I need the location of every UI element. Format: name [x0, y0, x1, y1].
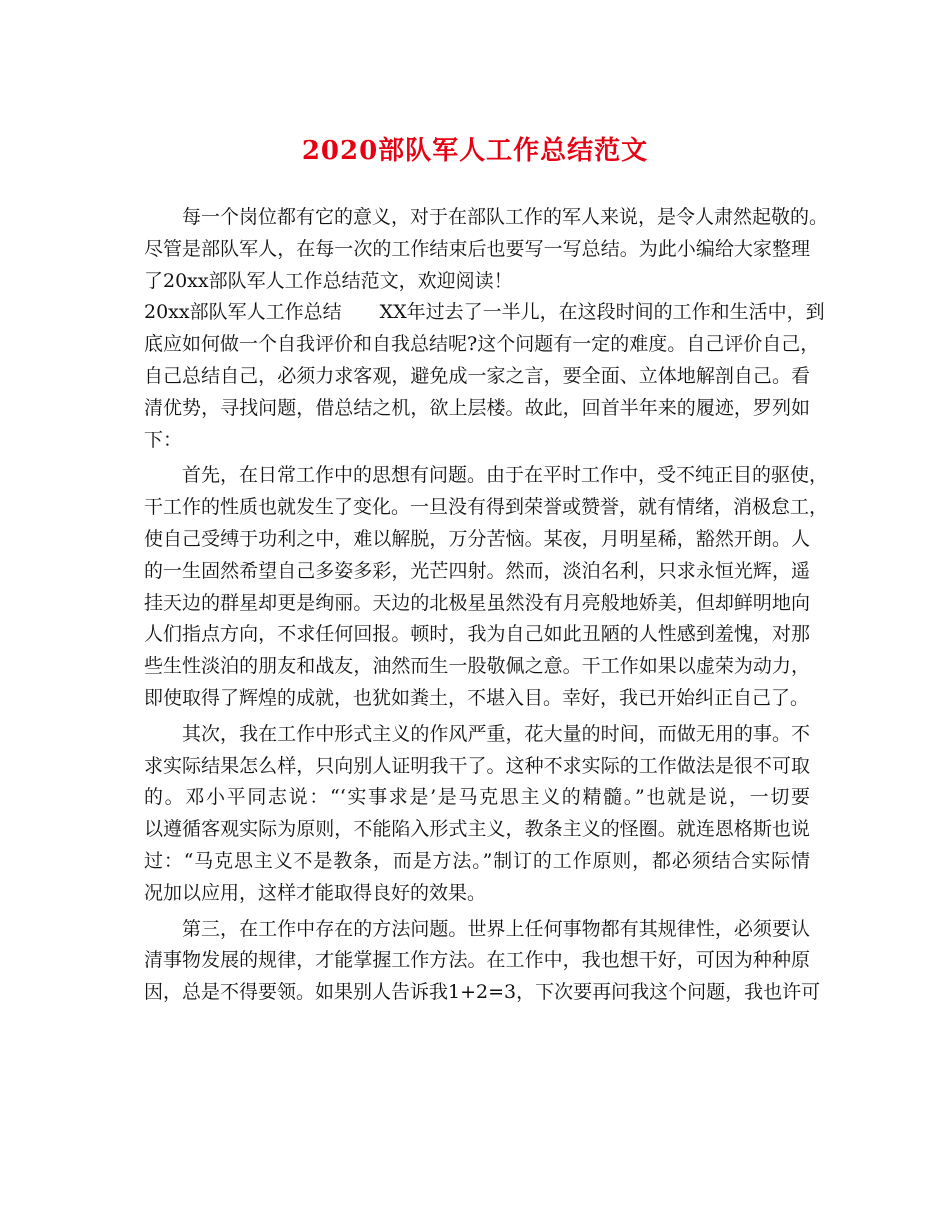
text-line: 干工作的性质也就发生了变化。一旦没有得到荣誉或赞誉，就有情绪，消极怠工，: [144, 496, 829, 519]
text-line: 的。邓小平同志说：“‘实事求是’是马克思主义的精髓。”也就是说，一切要: [144, 786, 810, 809]
text-line: 挂天边的群星却更是绚丽。天边的北极星虽然没有月亮般地娇美，但却鲜明地向: [144, 591, 810, 614]
text-line: 第三，在工作中存在的方法问题。世界上任何事物都有其规律性，必须要认: [182, 917, 810, 940]
text-line: 首先，在日常工作中的思想有问题。由于在平时工作中，受不纯正目的驱使，: [182, 464, 829, 487]
text-line: 清事物发展的规律，才能掌握工作方法。在工作中，我也想干好，可因为种种原: [144, 949, 810, 972]
text-line: 20xx部队军人工作总结 XX年过去了一半儿，在这段时间的工作和生活中，到: [144, 301, 825, 324]
text-line: 况加以应用，这样才能取得良好的效果。: [144, 881, 487, 904]
text-line: 尽管是部队军人，在每一次的工作结束后也要写一写总结。为此小编给大家整理: [144, 237, 810, 260]
text-line: 其次，我在工作中形式主义的作风严重，花大量的时间，而做无用的事。不: [182, 722, 810, 745]
text-line: 人们指点方向，不求任何回报。顿时，我为自己如此丑陋的人性感到羞愧，对那: [144, 623, 810, 646]
text-line: 下：: [144, 428, 183, 451]
document-body: [144, 202, 829, 1009]
text-line: 自己总结自己，必须力求客观，避免成一家之言，要全面、立体地解剖自己。看: [144, 364, 810, 387]
text-line: 过：“马克思主义不是教条，而是方法。”制订的工作原则，都必须结合实际情: [144, 849, 810, 872]
document-title: 2020部队军人工作总结范文: [301, 136, 649, 166]
text-line: 使自己受缚于功利之中，难以解脱，万分苦恼。某夜，月明星稀，豁然开朗。人: [144, 527, 810, 550]
text-line: 底应如何做一个自我评价和自我总结呢?这个问题有一定的难度。自己评价自己，: [144, 333, 820, 356]
text-line: 了20xx部队军人工作总结范文，欢迎阅读！: [144, 269, 513, 292]
text-line: 求实际结果怎么样，只向别人证明我干了。这种不求实际的工作做法是很不可取: [144, 754, 810, 777]
text-line: 即使取得了辉煌的成就，也犹如粪土，不堪入目。幸好，我已开始纠正自己了。: [144, 686, 810, 709]
text-line: 些生性淡泊的朋友和战友，油然而生一股敬佩之意。干工作如果以虚荣为动力，: [144, 655, 810, 678]
text-line: 的一生固然希望自己多姿多彩，光芒四射。然而，淡泊名利，只求永恒光辉，遥: [144, 559, 810, 582]
text-line: 每一个岗位都有它的意义，对于在部队工作的军人来说，是令人肃然起敬的。: [182, 206, 829, 228]
text-line: 因，总是不得要领。如果别人告诉我1+2=3，下次要再问我这个问题，我也许可: [144, 981, 821, 1004]
text-line: 清优势，寻找问题，借总结之机，欲上层楼。故此，回首半年来的履迹，罗列如: [144, 396, 810, 419]
text-line: 以遵循客观实际为原则，不能陷入形式主义，教条主义的怪圈。就连恩格斯也说: [144, 818, 810, 841]
